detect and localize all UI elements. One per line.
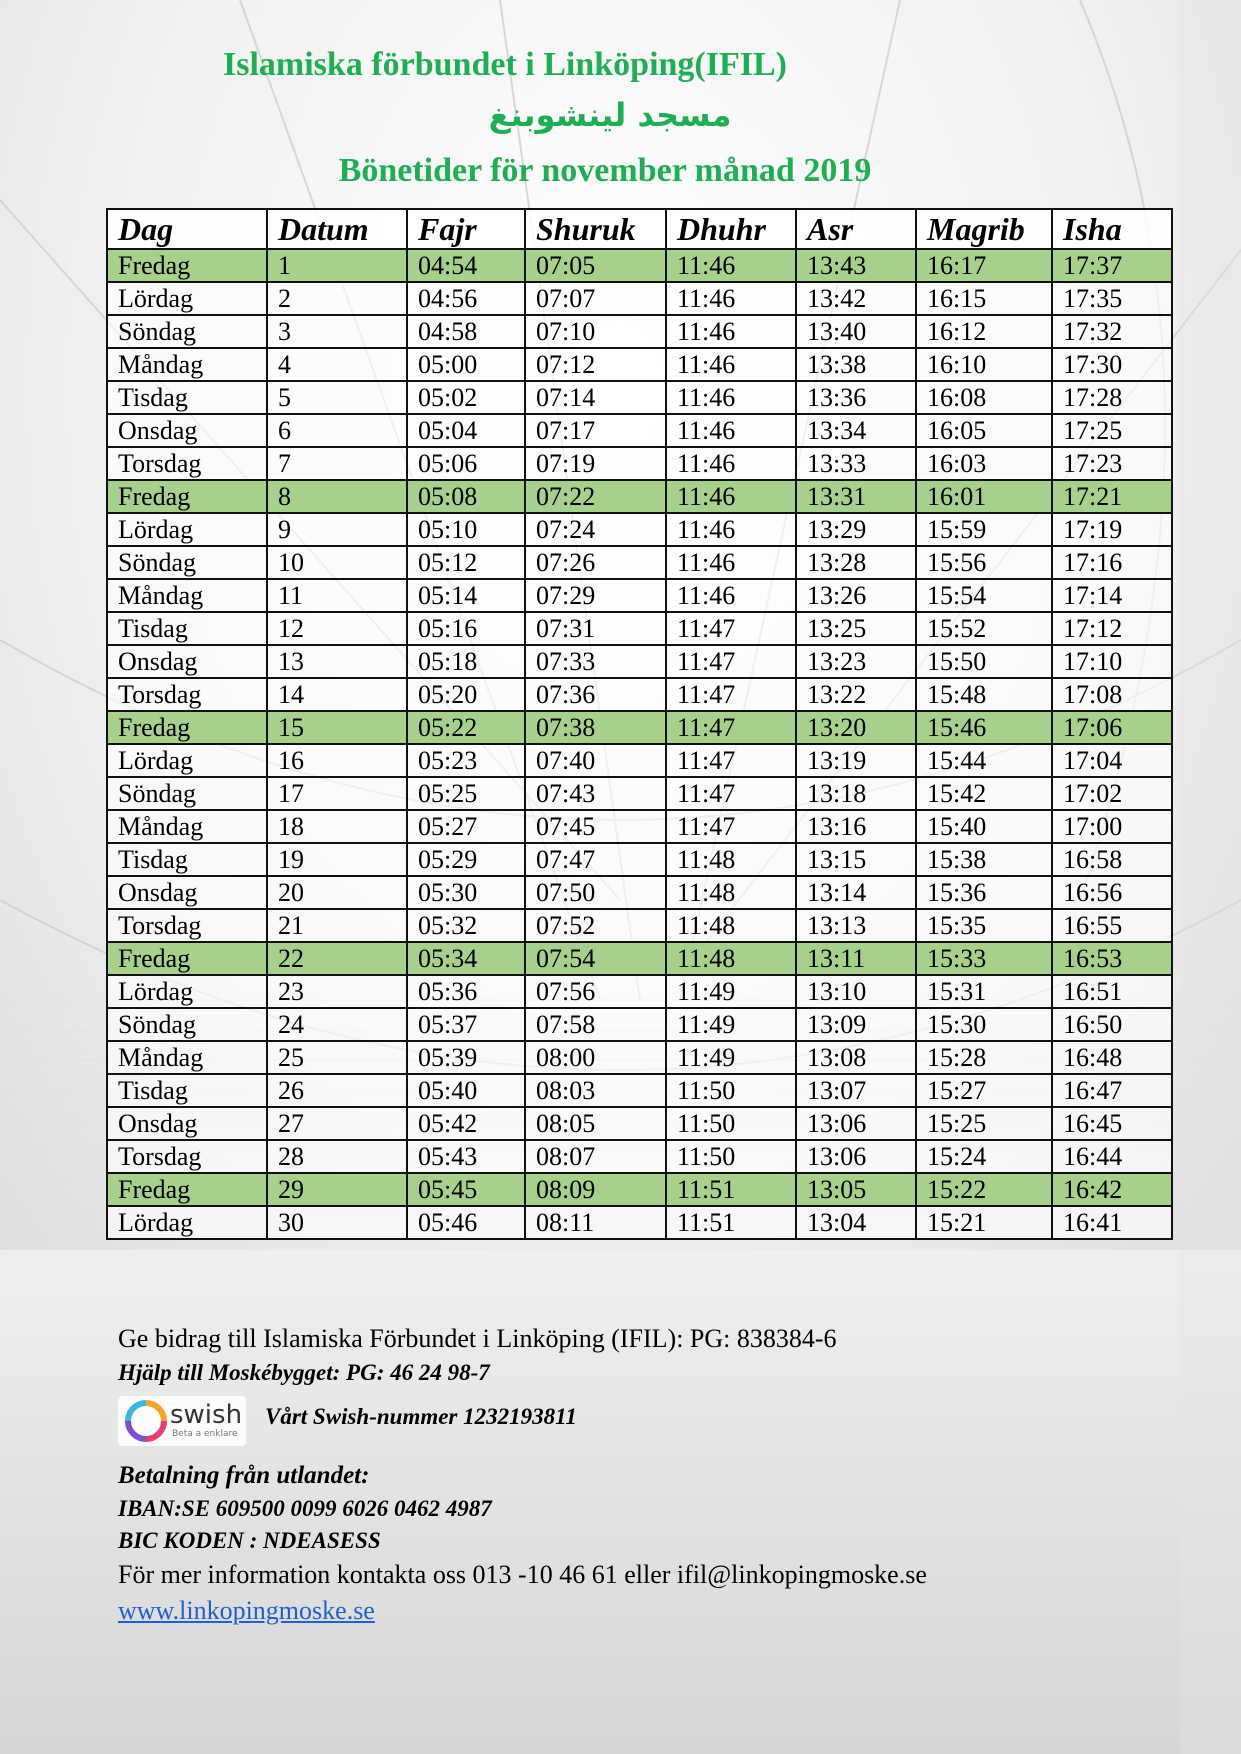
cell-fajr: 05:29: [407, 843, 525, 876]
cell-datum: 20: [267, 876, 407, 909]
cell-magrib: 16:08: [916, 381, 1052, 414]
table-row: [107, 1107, 1172, 1140]
table-row: [107, 315, 1172, 348]
cell-dag: Onsdag: [107, 645, 267, 678]
cell-dag: Lördag: [107, 513, 267, 546]
cell-shuruk: 07:38: [525, 711, 666, 744]
cell-asr: 13:18: [796, 777, 916, 810]
cell-datum: 10: [267, 546, 407, 579]
table-row: [107, 1041, 1172, 1074]
cell-shuruk: 07:22: [525, 480, 666, 513]
cell-asr: 13:14: [796, 876, 916, 909]
cell-isha: 16:58: [1052, 843, 1172, 876]
cell-asr: 13:22: [796, 678, 916, 711]
cell-dag: Fredag: [107, 1173, 267, 1206]
cell-isha: 17:28: [1052, 381, 1172, 414]
cell-asr: 13:40: [796, 315, 916, 348]
cell-magrib: 16:10: [916, 348, 1052, 381]
cell-dhuhr: 11:47: [666, 612, 796, 645]
cell-isha: 17:37: [1052, 249, 1172, 282]
table-row: [107, 1008, 1172, 1041]
bic-code: BIC KODEN : NDEASESS: [118, 1528, 381, 1553]
cell-isha: 16:44: [1052, 1140, 1172, 1173]
cell-dag: Fredag: [107, 711, 267, 744]
cell-fajr: 05:30: [407, 876, 525, 909]
cell-asr: 13:25: [796, 612, 916, 645]
cell-magrib: 15:28: [916, 1041, 1052, 1074]
donation-text: Ge bidrag till Islamiska Förbundet i Linköping (IFIL): PG: 838384-6: [118, 1324, 837, 1353]
cell-datum: 7: [267, 447, 407, 480]
prayer-times-table: [106, 208, 1173, 1240]
cell-isha: 16:48: [1052, 1041, 1172, 1074]
cell-isha: 17:35: [1052, 282, 1172, 315]
cell-magrib: 15:30: [916, 1008, 1052, 1041]
cell-fajr: 05:34: [407, 942, 525, 975]
cell-shuruk: 07:05: [525, 249, 666, 282]
cell-dag: Onsdag: [107, 414, 267, 447]
cell-dag: Måndag: [107, 810, 267, 843]
column-header-datum: Datum: [267, 209, 407, 249]
foreign-payment-heading: Betalning från utlandet:: [118, 1462, 370, 1489]
cell-isha: 17:19: [1052, 513, 1172, 546]
cell-asr: 13:43: [796, 249, 916, 282]
cell-shuruk: 07:26: [525, 546, 666, 579]
cell-shuruk: 07:47: [525, 843, 666, 876]
cell-dag: Lördag: [107, 975, 267, 1008]
cell-isha: 17:04: [1052, 744, 1172, 777]
prayer-times-body: [107, 249, 1172, 1239]
cell-shuruk: 07:29: [525, 579, 666, 612]
cell-dhuhr: 11:46: [666, 579, 796, 612]
cell-asr: 13:36: [796, 381, 916, 414]
cell-datum: 29: [267, 1173, 407, 1206]
cell-dag: Söndag: [107, 1008, 267, 1041]
cell-dag: Fredag: [107, 942, 267, 975]
cell-datum: 4: [267, 348, 407, 381]
cell-asr: 13:07: [796, 1074, 916, 1107]
cell-datum: 16: [267, 744, 407, 777]
cell-asr: 13:06: [796, 1107, 916, 1140]
cell-dhuhr: 11:46: [666, 414, 796, 447]
table-row: [107, 1140, 1172, 1173]
cell-isha: 16:42: [1052, 1173, 1172, 1206]
cell-magrib: 15:21: [916, 1206, 1052, 1239]
cell-shuruk: 08:00: [525, 1041, 666, 1074]
cell-fajr: 05:25: [407, 777, 525, 810]
cell-datum: 19: [267, 843, 407, 876]
cell-datum: 14: [267, 678, 407, 711]
cell-shuruk: 07:43: [525, 777, 666, 810]
cell-dag: Onsdag: [107, 876, 267, 909]
cell-shuruk: 07:17: [525, 414, 666, 447]
cell-asr: 13:28: [796, 546, 916, 579]
mosque-building-help: Hjälp till Moskébygget: PG: 46 24 98-7: [118, 1360, 490, 1385]
swish-swirl-icon: [124, 1399, 168, 1443]
cell-isha: 17:16: [1052, 546, 1172, 579]
cell-dhuhr: 11:48: [666, 876, 796, 909]
cell-fajr: 05:39: [407, 1041, 525, 1074]
table-row: [107, 381, 1172, 414]
cell-asr: 13:34: [796, 414, 916, 447]
cell-magrib: 15:56: [916, 546, 1052, 579]
cell-dhuhr: 11:46: [666, 447, 796, 480]
cell-isha: 17:14: [1052, 579, 1172, 612]
swish-number: Vårt Swish-nummer 1232193811: [265, 1404, 577, 1429]
cell-magrib: 15:52: [916, 612, 1052, 645]
cell-fajr: 05:18: [407, 645, 525, 678]
cell-fajr: 05:04: [407, 414, 525, 447]
cell-dhuhr: 11:46: [666, 546, 796, 579]
cell-fajr: 05:27: [407, 810, 525, 843]
cell-datum: 17: [267, 777, 407, 810]
table-row: [107, 942, 1172, 975]
cell-dag: Torsdag: [107, 1140, 267, 1173]
table-row: [107, 282, 1172, 315]
cell-asr: 13:10: [796, 975, 916, 1008]
cell-isha: 17:10: [1052, 645, 1172, 678]
cell-dag: Lördag: [107, 1206, 267, 1239]
cell-datum: 25: [267, 1041, 407, 1074]
cell-shuruk: 07:56: [525, 975, 666, 1008]
table-header-row: [107, 209, 1172, 249]
cell-dag: Fredag: [107, 249, 267, 282]
table-row: [107, 909, 1172, 942]
cell-fajr: 05:40: [407, 1074, 525, 1107]
cell-dhuhr: 11:50: [666, 1107, 796, 1140]
cell-fajr: 05:08: [407, 480, 525, 513]
cell-dag: Torsdag: [107, 447, 267, 480]
cell-fajr: 05:22: [407, 711, 525, 744]
table-row: [107, 1206, 1172, 1239]
table-row: [107, 546, 1172, 579]
cell-dhuhr: 11:46: [666, 282, 796, 315]
table-row: [107, 711, 1172, 744]
cell-dag: Lördag: [107, 744, 267, 777]
cell-magrib: 15:50: [916, 645, 1052, 678]
cell-isha: 16:41: [1052, 1206, 1172, 1239]
cell-isha: 17:21: [1052, 480, 1172, 513]
cell-isha: 16:45: [1052, 1107, 1172, 1140]
cell-datum: 24: [267, 1008, 407, 1041]
cell-fajr: 04:54: [407, 249, 525, 282]
cell-dhuhr: 11:46: [666, 381, 796, 414]
table-row: [107, 678, 1172, 711]
cell-fajr: 04:56: [407, 282, 525, 315]
cell-dhuhr: 11:47: [666, 777, 796, 810]
cell-asr: 13:31: [796, 480, 916, 513]
cell-magrib: 16:05: [916, 414, 1052, 447]
cell-shuruk: 08:11: [525, 1206, 666, 1239]
cell-asr: 13:04: [796, 1206, 916, 1239]
cell-dhuhr: 11:48: [666, 942, 796, 975]
cell-shuruk: 07:07: [525, 282, 666, 315]
cell-shuruk: 07:14: [525, 381, 666, 414]
swish-logo: [118, 1396, 246, 1446]
table-row: [107, 975, 1172, 1008]
cell-isha: 17:00: [1052, 810, 1172, 843]
cell-dag: Fredag: [107, 480, 267, 513]
cell-fajr: 05:00: [407, 348, 525, 381]
cell-datum: 13: [267, 645, 407, 678]
cell-magrib: 15:36: [916, 876, 1052, 909]
cell-magrib: 15:54: [916, 579, 1052, 612]
cell-dag: Söndag: [107, 546, 267, 579]
cell-fajr: 05:12: [407, 546, 525, 579]
cell-dag: Onsdag: [107, 1107, 267, 1140]
cell-dhuhr: 11:47: [666, 678, 796, 711]
cell-dag: Tisdag: [107, 381, 267, 414]
cell-shuruk: 07:50: [525, 876, 666, 909]
cell-isha: 16:51: [1052, 975, 1172, 1008]
cell-asr: 13:08: [796, 1041, 916, 1074]
cell-fajr: 05:10: [407, 513, 525, 546]
cell-dhuhr: 11:51: [666, 1206, 796, 1239]
cell-asr: 13:42: [796, 282, 916, 315]
cell-dhuhr: 11:49: [666, 1041, 796, 1074]
cell-dhuhr: 11:48: [666, 843, 796, 876]
cell-dhuhr: 11:46: [666, 348, 796, 381]
cell-datum: 6: [267, 414, 407, 447]
cell-isha: 16:56: [1052, 876, 1172, 909]
cell-dhuhr: 11:50: [666, 1140, 796, 1173]
cell-datum: 3: [267, 315, 407, 348]
cell-magrib: 16:03: [916, 447, 1052, 480]
swish-brand-name: swish: [170, 1400, 243, 1430]
cell-dhuhr: 11:47: [666, 645, 796, 678]
table-row: [107, 1074, 1172, 1107]
cell-magrib: 16:15: [916, 282, 1052, 315]
cell-isha: 17:02: [1052, 777, 1172, 810]
table-row: [107, 249, 1172, 282]
table-row: [107, 843, 1172, 876]
cell-asr: 13:19: [796, 744, 916, 777]
cell-magrib: 15:48: [916, 678, 1052, 711]
swish-tagline: Beta a enklare: [172, 1429, 238, 1439]
cell-magrib: 15:59: [916, 513, 1052, 546]
cell-magrib: 15:33: [916, 942, 1052, 975]
cell-asr: 13:33: [796, 447, 916, 480]
contact-info: För mer information kontakta oss 013 -10 46 61 eller ifil@linkopingmoske.se: [118, 1560, 927, 1589]
cell-dhuhr: 11:46: [666, 249, 796, 282]
cell-fajr: 05:46: [407, 1206, 525, 1239]
cell-asr: 13:09: [796, 1008, 916, 1041]
cell-magrib: 15:24: [916, 1140, 1052, 1173]
cell-fajr: 05:42: [407, 1107, 525, 1140]
cell-magrib: 15:46: [916, 711, 1052, 744]
cell-datum: 28: [267, 1140, 407, 1173]
cell-dhuhr: 11:47: [666, 744, 796, 777]
cell-shuruk: 07:24: [525, 513, 666, 546]
table-row: [107, 645, 1172, 678]
column-header-dhuhr: Dhuhr: [666, 209, 796, 249]
cell-dhuhr: 11:46: [666, 315, 796, 348]
cell-fajr: 05:32: [407, 909, 525, 942]
table-row: [107, 744, 1172, 777]
website-link[interactable]: www.linkopingmoske.se: [118, 1596, 375, 1625]
cell-asr: 13:13: [796, 909, 916, 942]
cell-fajr: 05:37: [407, 1008, 525, 1041]
cell-magrib: 15:40: [916, 810, 1052, 843]
table-row: [107, 513, 1172, 546]
cell-dhuhr: 11:46: [666, 513, 796, 546]
cell-fajr: 05:36: [407, 975, 525, 1008]
table-row: [107, 480, 1172, 513]
column-header-fajr: Fajr: [407, 209, 525, 249]
cell-magrib: 15:22: [916, 1173, 1052, 1206]
cell-magrib: 16:17: [916, 249, 1052, 282]
cell-asr: 13:11: [796, 942, 916, 975]
cell-magrib: 15:44: [916, 744, 1052, 777]
prayer-times-subtitle: Bönetider för november månad 2019: [338, 152, 872, 189]
cell-datum: 26: [267, 1074, 407, 1107]
cell-shuruk: 08:05: [525, 1107, 666, 1140]
cell-dhuhr: 11:49: [666, 1008, 796, 1041]
arabic-mosque-name: مسجد لينشوبنغ: [488, 96, 732, 134]
table-row: [107, 579, 1172, 612]
cell-shuruk: 07:33: [525, 645, 666, 678]
table-row: [107, 414, 1172, 447]
cell-asr: 13:06: [796, 1140, 916, 1173]
cell-magrib: 15:31: [916, 975, 1052, 1008]
cell-magrib: 15:42: [916, 777, 1052, 810]
cell-shuruk: 07:12: [525, 348, 666, 381]
cell-shuruk: 07:40: [525, 744, 666, 777]
cell-isha: 17:23: [1052, 447, 1172, 480]
cell-datum: 21: [267, 909, 407, 942]
cell-fajr: 05:14: [407, 579, 525, 612]
cell-datum: 23: [267, 975, 407, 1008]
column-header-magrib: Magrib: [916, 209, 1052, 249]
cell-isha: 16:47: [1052, 1074, 1172, 1107]
cell-shuruk: 07:10: [525, 315, 666, 348]
cell-dag: Torsdag: [107, 909, 267, 942]
cell-magrib: 15:38: [916, 843, 1052, 876]
cell-isha: 17:06: [1052, 711, 1172, 744]
cell-dhuhr: 11:49: [666, 975, 796, 1008]
cell-shuruk: 07:31: [525, 612, 666, 645]
cell-fajr: 05:20: [407, 678, 525, 711]
column-header-isha: Isha: [1052, 209, 1172, 249]
cell-fajr: 05:06: [407, 447, 525, 480]
cell-fajr: 05:45: [407, 1173, 525, 1206]
cell-shuruk: 07:36: [525, 678, 666, 711]
cell-fajr: 05:23: [407, 744, 525, 777]
cell-datum: 5: [267, 381, 407, 414]
cell-datum: 11: [267, 579, 407, 612]
cell-magrib: 15:27: [916, 1074, 1052, 1107]
table-row: [107, 1173, 1172, 1206]
cell-asr: 13:26: [796, 579, 916, 612]
cell-datum: 1: [267, 249, 407, 282]
cell-fajr: 05:16: [407, 612, 525, 645]
cell-isha: 16:55: [1052, 909, 1172, 942]
cell-asr: 13:16: [796, 810, 916, 843]
table-row: [107, 876, 1172, 909]
cell-asr: 13:15: [796, 843, 916, 876]
cell-dag: Tisdag: [107, 843, 267, 876]
cell-shuruk: 07:54: [525, 942, 666, 975]
cell-asr: 13:29: [796, 513, 916, 546]
cell-shuruk: 08:07: [525, 1140, 666, 1173]
cell-asr: 13:20: [796, 711, 916, 744]
cell-datum: 15: [267, 711, 407, 744]
cell-isha: 17:32: [1052, 315, 1172, 348]
table-row: [107, 612, 1172, 645]
table-row: [107, 447, 1172, 480]
cell-magrib: 16:01: [916, 480, 1052, 513]
cell-dag: Torsdag: [107, 678, 267, 711]
cell-isha: 16:53: [1052, 942, 1172, 975]
cell-dag: Tisdag: [107, 1074, 267, 1107]
cell-dhuhr: 11:48: [666, 909, 796, 942]
cell-asr: 13:05: [796, 1173, 916, 1206]
column-header-dag: Dag: [107, 209, 267, 249]
cell-datum: 9: [267, 513, 407, 546]
cell-asr: 13:23: [796, 645, 916, 678]
cell-dag: Söndag: [107, 777, 267, 810]
cell-shuruk: 07:52: [525, 909, 666, 942]
cell-dag: Måndag: [107, 579, 267, 612]
cell-shuruk: 07:19: [525, 447, 666, 480]
cell-fajr: 05:02: [407, 381, 525, 414]
cell-datum: 22: [267, 942, 407, 975]
cell-dhuhr: 11:47: [666, 711, 796, 744]
cell-shuruk: 08:09: [525, 1173, 666, 1206]
cell-shuruk: 07:58: [525, 1008, 666, 1041]
cell-magrib: 15:35: [916, 909, 1052, 942]
cell-dhuhr: 11:51: [666, 1173, 796, 1206]
cell-fajr: 05:43: [407, 1140, 525, 1173]
table-row: [107, 810, 1172, 843]
cell-shuruk: 07:45: [525, 810, 666, 843]
cell-datum: 18: [267, 810, 407, 843]
cell-dhuhr: 11:50: [666, 1074, 796, 1107]
cell-datum: 30: [267, 1206, 407, 1239]
cell-fajr: 04:58: [407, 315, 525, 348]
cell-magrib: 16:12: [916, 315, 1052, 348]
column-header-shuruk: Shuruk: [525, 209, 666, 249]
cell-dag: Söndag: [107, 315, 267, 348]
cell-datum: 8: [267, 480, 407, 513]
cell-isha: 17:08: [1052, 678, 1172, 711]
column-header-asr: Asr: [796, 209, 916, 249]
cell-datum: 27: [267, 1107, 407, 1140]
cell-isha: 17:25: [1052, 414, 1172, 447]
table-row: [107, 348, 1172, 381]
cell-shuruk: 08:03: [525, 1074, 666, 1107]
cell-datum: 12: [267, 612, 407, 645]
cell-isha: 17:12: [1052, 612, 1172, 645]
cell-dag: Måndag: [107, 1041, 267, 1074]
cell-dag: Tisdag: [107, 612, 267, 645]
cell-dag: Måndag: [107, 348, 267, 381]
cell-isha: 17:30: [1052, 348, 1172, 381]
cell-dhuhr: 11:47: [666, 810, 796, 843]
organization-title: Islamiska förbundet i Linköping(IFIL): [223, 46, 787, 83]
cell-asr: 13:38: [796, 348, 916, 381]
cell-magrib: 15:25: [916, 1107, 1052, 1140]
cell-dhuhr: 11:46: [666, 480, 796, 513]
cell-datum: 2: [267, 282, 407, 315]
cell-isha: 16:50: [1052, 1008, 1172, 1041]
cell-dag: Lördag: [107, 282, 267, 315]
iban-number: IBAN:SE 609500 0099 6026 0462 4987: [118, 1496, 492, 1521]
table-row: [107, 777, 1172, 810]
